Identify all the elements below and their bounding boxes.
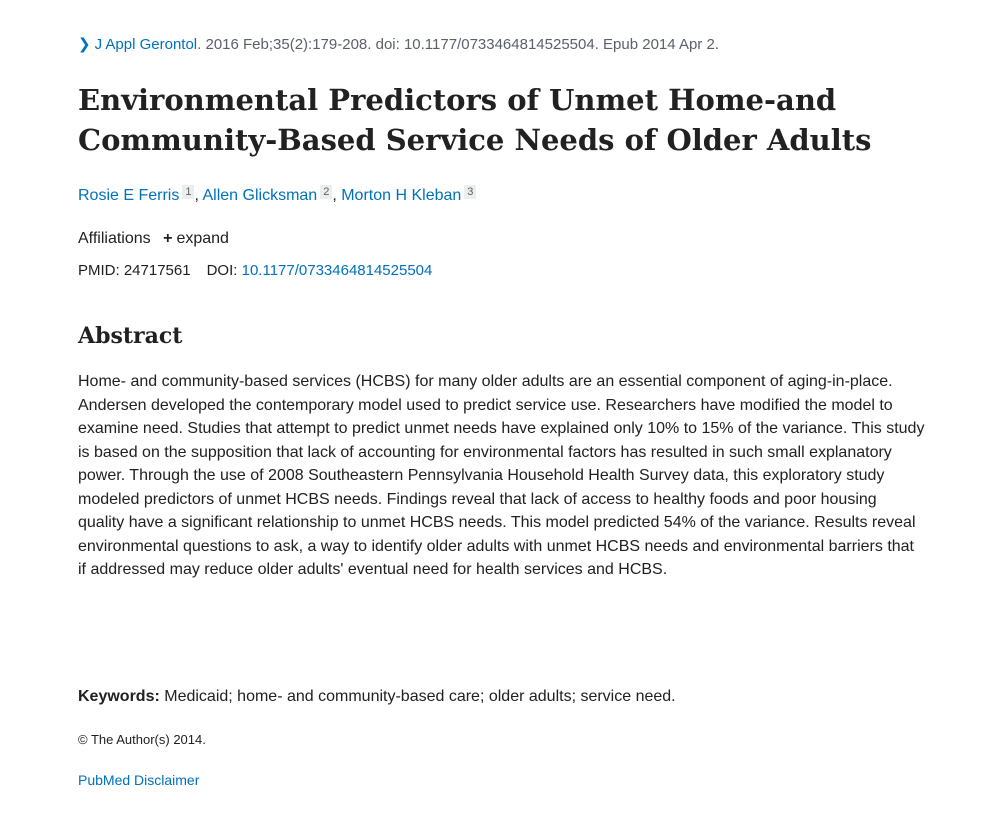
pmid-value: 24717561 (123, 262, 191, 279)
journal-link[interactable]: J Appl Gerontol (94, 36, 198, 53)
doi-label: DOI: (206, 262, 238, 279)
citation-details: . 2016 Feb;35(2):179-208. doi: 10.1177/0733464814525504. Epub 2014 Apr 2. (197, 36, 719, 53)
citation-line (78, 35, 719, 53)
abstract-heading: Abstract (78, 323, 183, 349)
affiliation-number[interactable]: 1 (182, 185, 194, 199)
article-title: Environmental Predictors of Unmet Home-and Community-Based Service Needs of Older Adults (78, 83, 872, 157)
abstract-text: Home- and community-based services (HCBS) for many older adults are an essential component of aging-in-place. Andersen developed the contemporary model used to predict service use. Researchers have modified the model to examine need. Studies that attempt to predict unmet needs have explained only 10% to 15% of the variance. This study is based on the supposition that lack of accounting for environmental factors has resulted in such small explanatory power. Through the use of 2008 Southeastern Pennsylvania Household Health Survey data, this exploratory study modeled predictors of unmet HCBS needs. Findings reveal that lack of access to healthy foods and poor housing quality have a significant relationship to unmet HCBS needs. This model predicted 54% of the variance. Results reveal environmental questions to ask, a way to identify older adults with unmet HCBS needs and environmental barriers that if addressed may reduce older adults' eventual need for health services and HCBS. (78, 373, 925, 578)
pubmed-disclaimer-link[interactable]: PubMed Disclaimer (78, 772, 200, 788)
copyright-notice: © The Author(s) 2014. (78, 732, 206, 747)
author-link[interactable]: Allen Glicksman (202, 187, 318, 204)
chevron-right-icon[interactable]: ❯ (78, 36, 91, 53)
author-item (78, 187, 203, 204)
expand-label: expand (176, 230, 229, 247)
keywords-text: Medicaid; home- and community-based care; older adults; service need. (164, 688, 676, 705)
affiliation-number[interactable]: 2 (320, 185, 332, 199)
author-separator: , (194, 187, 203, 204)
keywords-label: Keywords: (78, 688, 160, 705)
author-separator: , (332, 187, 342, 204)
author-item (203, 187, 342, 204)
affiliations-expand-button[interactable] (163, 230, 229, 247)
affiliations-row (78, 230, 229, 248)
keywords-row (78, 688, 676, 706)
author-item (341, 187, 476, 204)
identifiers-row (78, 262, 432, 279)
affiliations-label: Affiliations (78, 230, 151, 247)
author-link[interactable]: Morton H Kleban (341, 187, 462, 204)
doi-link[interactable]: 10.1177/0733464814525504 (241, 262, 433, 279)
plus-icon: + (163, 230, 173, 247)
affiliation-number[interactable]: 3 (464, 185, 476, 199)
author-link[interactable]: Rosie E Ferris (78, 187, 180, 204)
pmid-label: PMID: (78, 262, 120, 279)
author-list (78, 187, 476, 205)
